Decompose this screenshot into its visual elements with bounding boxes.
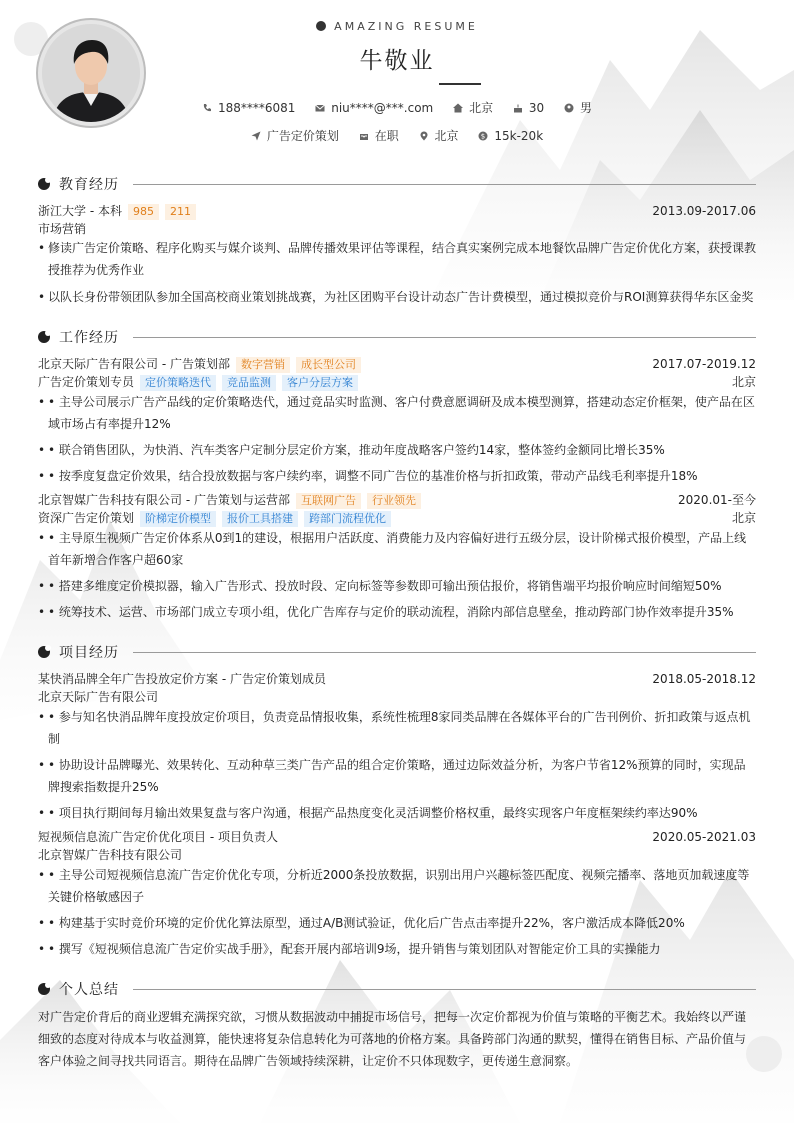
- work-role-row: [38, 509, 756, 527]
- section-marker-icon: [38, 983, 50, 995]
- section-divider: [133, 652, 756, 653]
- age-item: 30: [513, 101, 544, 115]
- phone-icon: [202, 103, 212, 113]
- project-bullet: • • 参与知名快消品牌年度投放定价项目，负责竞品情报收集，系统性梳理8家同类品牌在各媒体平台的广告刊例价、折扣政策与返点机制: [38, 710, 751, 746]
- project-bullet: • • 撰写《短视频信息流广告定价实战手册》，配套开展内部培训9场，提升销售与策划团队对智能定价工具的实操能力: [38, 942, 661, 956]
- gender-item: 男: [564, 99, 592, 116]
- education-bullet: • 修读广告定价策略、程序化购买与媒介谈判、品牌传播效果评估等课程，结合真实案例完成本地餐饮品牌广告定价优化方案，获授课教授推荐为优秀作业: [38, 241, 757, 277]
- work-bullet: • • 搭建多维度定价模拟器，输入广告形式、投放时段、定向标签等参数即可输出预估报价，将销售端平均报价响应时间缩短50%: [38, 579, 722, 593]
- project-org: 北京天际广告有限公司: [38, 690, 159, 704]
- work-header: [38, 491, 756, 509]
- section-marker-icon: [38, 178, 50, 190]
- job-role: 广告定价策划专员: [38, 375, 135, 389]
- section-title: 项目经历: [59, 645, 119, 661]
- project-bullet: • • 构建基于实时竞价环境的定价优化算法原型，通过A/B测试验证，优化后广告点击率提升22%，客户激活成本降低20%: [38, 916, 685, 930]
- project-header: [38, 670, 756, 688]
- svg-text:$: $: [481, 132, 486, 141]
- target-city-item: 北京: [419, 127, 459, 144]
- section-marker-icon: [38, 646, 50, 658]
- work-period: 2017.07-2019.12: [652, 357, 756, 371]
- education-period: 2013.09-2017.06: [652, 204, 756, 218]
- mail-icon: [315, 103, 325, 113]
- section-marker-icon: [38, 331, 50, 343]
- tagline-dot-icon: [316, 21, 326, 31]
- candidate-name: 牛敬业: [359, 48, 435, 74]
- name-divider: [439, 83, 481, 85]
- cake-icon: [513, 103, 523, 113]
- project-title: 短视频信息流广告定价优化项目 - 项目负责人: [38, 830, 278, 844]
- project-org: 北京智媒广告科技有限公司: [38, 848, 183, 862]
- status-item: 在职: [359, 127, 399, 144]
- section-title: 教育经历: [59, 177, 119, 193]
- section-education: [38, 174, 756, 194]
- tagline: AMAZING RESUME: [0, 20, 794, 33]
- work-bullet: • • 联合销售团队，为快消、汽车类客户定制分层定价方案，推动年度战略客户签约14家，整体签约金额同比增长35%: [38, 443, 665, 457]
- location-pin-icon: [419, 131, 429, 141]
- work-bullet: • • 按季度复盘定价效果，结合投放数据与客户续约率，调整不同广告位的基准价格与折扣政策，带动产品线毛利率提升18%: [38, 469, 698, 483]
- phone-item: 188****6081: [202, 101, 295, 115]
- work-header: [38, 355, 756, 373]
- skill-tag: 客户分层方案: [282, 375, 358, 391]
- gender-icon: [564, 103, 574, 113]
- section-summary: [38, 979, 756, 999]
- salary-item: $ 15k-20k: [478, 129, 543, 143]
- work-role-row: [38, 373, 756, 391]
- section-work: [38, 327, 756, 347]
- inbox-icon: [359, 131, 369, 141]
- section-title: 工作经历: [59, 330, 119, 346]
- section-divider: [133, 184, 756, 185]
- work-location: 北京: [731, 375, 756, 389]
- education-header: [38, 202, 756, 220]
- project-bullet: • • 协助设计品牌曝光、效果转化、互动种草三类广告产品的组合定价策略，通过边际效益分析，为客户节省12%预算的同时，实现品牌搜索指数提升25%: [38, 758, 746, 794]
- skill-tag: 报价工具搭建: [222, 511, 298, 527]
- section-projects: [38, 642, 756, 662]
- work-bullet: • • 主导公司展示广告产品线的定价策略迭代，通过竞品实时监测、客户付费意愿调研及成本模型测算，搭建动态定价框架，使产品在区域市场占有率提升12%: [38, 395, 755, 431]
- email-item: niu****@***.com: [315, 101, 433, 115]
- job-role: 资深广告定价策划: [38, 511, 135, 525]
- major: 市场营销: [38, 222, 87, 236]
- skill-tag: 竞品监测: [222, 375, 276, 391]
- company-name: 北京智媒广告科技有限公司 - 广告策划与运营部: [38, 493, 290, 507]
- project-header: [38, 828, 756, 846]
- project-bullet: • • 项目执行期间每月输出效果复盘与客户沟通，根据产品热度变化灵活调整价格权重，最终实现客户年度框架续约率达90%: [38, 806, 698, 820]
- contact-row: [0, 99, 794, 116]
- send-icon: [251, 131, 261, 141]
- work-bullet: • • 主导原生视频广告定价体系从0到1的建设，根据用户活跃度、消费能力及内容偏好进行五级分层，设计阶梯式报价模型，产品上线首年新增合作客户超60家: [38, 531, 747, 567]
- company-tag: 行业领先: [367, 493, 421, 509]
- school-name: 浙江大学 - 本科: [38, 204, 122, 218]
- section-title: 个人总结: [59, 982, 119, 998]
- education-bullet: • 以队长身份带领团队参加全国高校商业策划挑战赛，为社区团购平台设计动态广告计费模型，通过模拟竞价与ROI测算获得华东区金奖: [38, 290, 754, 304]
- work-period: 2020.01-至今: [678, 493, 756, 507]
- work-location: 北京: [731, 511, 756, 525]
- section-divider: [133, 337, 756, 338]
- project-bullet: • • 主导公司短视频信息流广告定价优化专项，分析近2000条投放数据，识别出用户兴趣标签匹配度、视频完播率、落地页加载速度等关键价格敏感因子: [38, 868, 750, 904]
- section-divider: [133, 989, 756, 990]
- company-tag: 互联网广告: [296, 493, 361, 509]
- company-tag: 数字营销: [236, 357, 290, 373]
- school-tag: 985: [128, 204, 159, 220]
- work-bullet: • • 统筹技术、运营、市场部门成立专项小组，优化广告库存与定价的联动流程，消除内部信息壁垒，推动跨部门协作效率提升35%: [38, 605, 734, 619]
- home-icon: [453, 103, 463, 113]
- project-period: 2018.05-2018.12: [652, 672, 756, 686]
- job-intent-row: [0, 127, 794, 144]
- city-item: 北京: [453, 99, 493, 116]
- school-tag: 211: [165, 204, 196, 220]
- skill-tag: 定价策略迭代: [140, 375, 216, 391]
- summary-text: 对广告定价背后的商业逻辑充满探究欲，习惯从数据波动中捕捉市场信号，把每一次定价都视为价值与策略的平衡艺术。我始终以严谨细致的态度对待成本与收益测算，能快速将复杂信息转化为可落地的价格方案。具备跨部门沟通的默契，懂得在销售目标、产品价值与客户体验之间寻找共同语言。期待在品牌广告领域持续深耕，让定价不只体现数字，更传递生意洞察。: [38, 1010, 747, 1068]
- target-job-item: 广告定价策划: [251, 127, 339, 144]
- skill-tag: 跨部门流程优化: [304, 511, 391, 527]
- project-period: 2020.05-2021.03: [652, 830, 756, 844]
- skill-tag: 阶梯定价模型: [140, 511, 216, 527]
- company-tag: 成长型公司: [296, 357, 361, 373]
- money-icon: [478, 131, 488, 141]
- company-name: 北京天际广告有限公司 - 广告策划部: [38, 357, 230, 371]
- project-title: 某快消品牌全年广告投放定价方案 - 广告定价策划成员: [38, 672, 326, 686]
